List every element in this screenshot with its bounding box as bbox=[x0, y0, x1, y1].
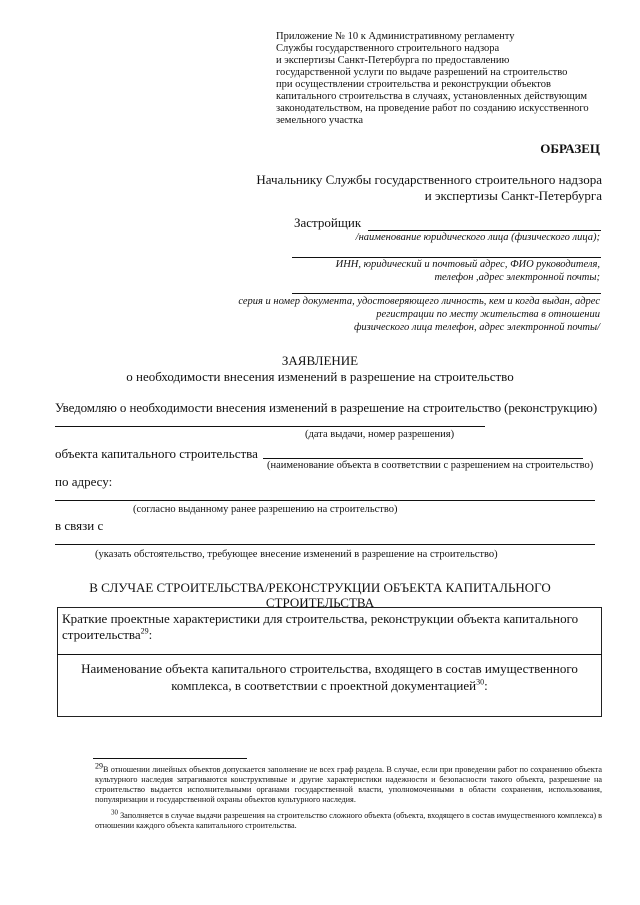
address-hint: (согласно выданному ранее разрешению на строительство) bbox=[133, 504, 398, 515]
developer-hint-3a: серия и номер документа, удостоверяющего личность, кем и когда выдан, адрес bbox=[238, 296, 600, 307]
developer-hint-2b: телефон ,адрес электронной почты; bbox=[434, 272, 600, 283]
section-title bbox=[0, 580, 640, 610]
table-row-2-text-1: Наименование объекта капитального строительства, входящего в состав имущественного bbox=[81, 661, 578, 676]
footnote-30-text: Заполняется в случае выдачи разрешения на строительство сложного объекта (объекта, входящего в состав имущественного комплекса) в отношении каждого объекта капитального строительства. bbox=[95, 811, 602, 830]
address-line[interactable] bbox=[55, 500, 595, 501]
table-row-divider bbox=[57, 654, 602, 655]
appendix-line: при осуществлении строительства и реконструкции объектов bbox=[276, 79, 551, 90]
footnote-29-mark: 29 bbox=[95, 761, 103, 771]
appendix-line: государственной услуги по выдаче разрешений на строительство bbox=[276, 67, 568, 78]
sample-label: ОБРАЗЕЦ bbox=[540, 141, 600, 156]
footnote-29 bbox=[95, 761, 602, 805]
developer-hint-1: /наименование юридического лица (физического лица); bbox=[355, 232, 600, 243]
appendix-block bbox=[276, 31, 616, 127]
footnote-ref-29[interactable]: 29 bbox=[140, 626, 149, 636]
table-row-1-text-2: строительства bbox=[62, 627, 141, 642]
developer-passport-line[interactable] bbox=[292, 293, 601, 294]
footnote-30-mark: 30 bbox=[111, 808, 118, 817]
reason-label: в связи с bbox=[55, 518, 104, 533]
permit-line[interactable] bbox=[55, 426, 485, 427]
permit-hint: (дата выдачи, номер разрешения) bbox=[305, 429, 455, 440]
footnote-30 bbox=[95, 808, 602, 831]
appendix-line: капитального строительства в случаях, установленных действующим bbox=[276, 91, 588, 102]
appendix-line: земельного участка bbox=[276, 115, 363, 126]
notify-text: Уведомляю о необходимости внесения изменений в разрешение на строительство (реконструкцию) bbox=[55, 400, 598, 415]
developer-name-line[interactable] bbox=[368, 230, 601, 231]
form-title: ЗАЯВЛЕНИЕ bbox=[281, 353, 359, 368]
addressee bbox=[182, 172, 602, 203]
section-title-line-2: СТРОИТЕЛЬСТВА bbox=[265, 595, 375, 610]
object-hint: (наименование объекта в соответствии с разрешением на строительство) bbox=[267, 460, 594, 471]
object-label: объекта капитального строительства bbox=[55, 446, 258, 461]
section-title-line-1: В СЛУЧАЕ СТРОИТЕЛЬСТВА/РЕКОНСТРУКЦИИ ОБЪЕКТА КАПИТАЛЬНОГО bbox=[89, 580, 551, 595]
appendix-line: Службы государственного строительного надзора bbox=[276, 43, 500, 54]
developer-hint-2a: ИНН, юридический и почтовый адрес, ФИО руководителя, bbox=[335, 259, 600, 270]
object-line[interactable] bbox=[263, 458, 583, 459]
developer-inn-line[interactable] bbox=[292, 257, 601, 258]
developer-hint-3c: физического лица телефон, адрес электронной почты/ bbox=[353, 322, 600, 333]
reason-hint: (указать обстоятельство, требующее внесение изменений в разрешение на строительство) bbox=[95, 549, 498, 560]
table-row-1-colon: : bbox=[148, 627, 153, 642]
appendix-line: законодательством, на проведение работ по созданию искусственного bbox=[276, 103, 589, 114]
table-row-1 bbox=[62, 611, 594, 626]
reason-line[interactable] bbox=[55, 544, 595, 545]
footnote-ref-30[interactable]: 30 bbox=[476, 677, 485, 687]
addressee-line-2: и экспертизы Санкт-Петербурга bbox=[424, 188, 602, 203]
table-row-1-text: Краткие проектные характеристики для строительства, реконструкции объекта капитального bbox=[62, 611, 579, 626]
table-row-2-line-2 bbox=[57, 678, 602, 693]
footnote-29-text: В отношении линейных объектов допускается заполнение не всех граф раздела. В случае, если при проведении работ по сохранению объекта культурного наследия затрагиваются конструктивные и другие характеристики надежности и безопасности такого объекта, разрешение на строительство выдается исполнительными органами государственной власти, уполномоченными в области сохранения, использования, популяризации и государственной охраны объектов культурного наследия. bbox=[95, 765, 602, 804]
appendix-line: и экспертизы Санкт-Петербурга по предоставлению bbox=[276, 55, 510, 66]
form-subtitle: о необходимости внесения изменений в разрешение на строительство bbox=[126, 369, 514, 384]
address-label: по адресу: bbox=[55, 474, 113, 489]
appendix-line: Приложение № 10 к Административному регламенту bbox=[276, 31, 515, 42]
footnote-separator bbox=[93, 758, 247, 759]
table-row-1-line-2 bbox=[62, 627, 152, 642]
developer-hint-3b: регистрации по месту жительства в отношении bbox=[376, 309, 600, 320]
table-row-2-colon: : bbox=[484, 678, 488, 693]
table-row-2-text-2: комплекса, в соответствии с проектной документацией bbox=[171, 678, 477, 693]
table-row-2 bbox=[57, 661, 602, 693]
addressee-line-1: Начальнику Службы государственного строительного надзора bbox=[256, 172, 602, 187]
developer-label: Застройщик bbox=[294, 215, 362, 230]
